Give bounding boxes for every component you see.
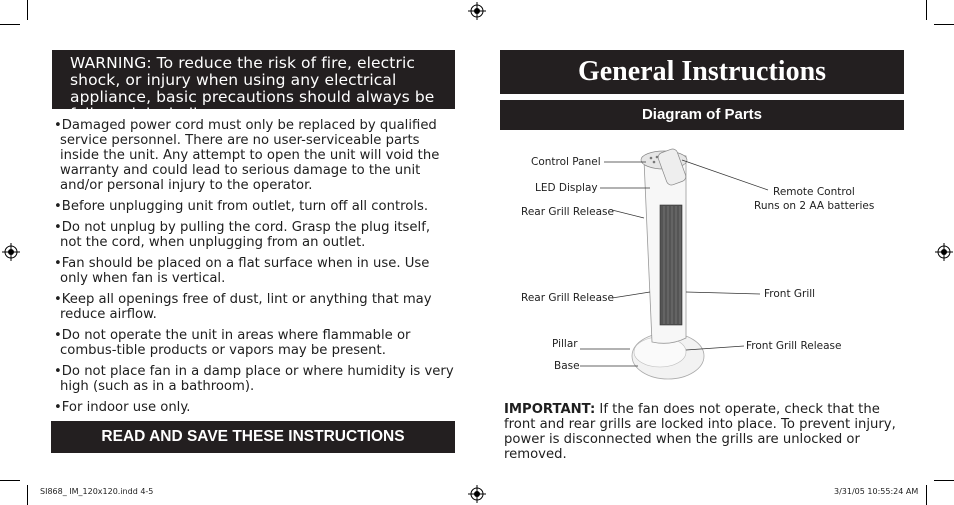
list-item: •Damaged power cord must only be replaced by qualified service personnel. There are no user-serviceable parts inside the unit. Any attempt to open the unit will void the warranty and could lead to serious damage to the unit and/or personal injury to the operator. <box>54 118 440 193</box>
label-rear-grill-release-1: Rear Grill Release <box>521 206 614 218</box>
label-rear-grill-release-2: Rear Grill Release <box>521 292 614 304</box>
registration-mark-icon <box>468 2 486 20</box>
list-item: •Do not operate the unit in areas where flammable or combus-tible products or vapors may be present. <box>54 328 411 358</box>
crop-mark <box>926 485 927 505</box>
list-item: •Fan should be placed on a flat surface when in use. Use only when fan is vertical. <box>54 256 430 286</box>
parts-diagram <box>500 130 904 390</box>
registration-mark-icon <box>468 485 486 503</box>
crop-mark <box>27 0 28 20</box>
label-base: Base <box>554 360 580 372</box>
label-front-grill: Front Grill <box>764 288 816 300</box>
list-item: •Do not unplug by pulling the cord. Grasp the plug itself, not the cord, when unplugging from an outlet. <box>54 220 431 250</box>
safety-bullet-list <box>54 118 454 421</box>
page-title: General Instructions <box>500 50 904 94</box>
label-led-display: LED Display <box>535 182 598 194</box>
label-remote-control: Remote Control <box>773 186 855 198</box>
tower-fan-illustration <box>500 130 904 390</box>
label-remote-batteries: Runs on 2 AA batteries <box>754 200 875 212</box>
important-text: If the fan does not operate, check that the front and rear grills are locked into place. To prevent injury, power is disconnected when the grills are unlocked or removed. <box>504 402 896 462</box>
list-item: •Before unplugging unit from outlet, turn off all controls. <box>54 199 429 214</box>
registration-mark-icon <box>935 243 953 261</box>
footer-file-name: SI868_ IM_120x120.indd 4-5 <box>40 487 154 496</box>
crop-mark <box>934 24 954 25</box>
crop-mark <box>0 24 20 25</box>
label-control-panel: Control Panel <box>531 156 601 168</box>
crop-mark <box>0 480 20 481</box>
important-label: IMPORTANT: <box>504 402 596 417</box>
footer-timestamp: 3/31/05 10:55:24 AM <box>834 487 919 496</box>
crop-mark <box>934 480 954 481</box>
diagram-heading: Diagram of Parts <box>500 100 904 130</box>
registration-mark-icon <box>2 243 20 261</box>
important-note <box>504 402 904 462</box>
read-save-banner: READ AND SAVE THESE INSTRUCTIONS <box>51 421 455 453</box>
list-item: •Keep all openings free of dust, lint or anything that may reduce airflow. <box>54 292 432 322</box>
list-item: •For indoor use only. <box>54 400 191 415</box>
crop-mark <box>926 0 927 20</box>
warning-box: WARNING: To reduce the risk of fire, electric shock, or injury when using any electrical appliance, basic precautions should always be followed, including: <box>52 50 455 109</box>
label-front-grill-release: Front Grill Release <box>746 340 842 352</box>
crop-mark <box>27 485 28 505</box>
label-pillar: Pillar <box>552 338 578 350</box>
list-item: •Do not place fan in a damp place or where humidity is very high (such as in a bathroom). <box>54 364 454 394</box>
